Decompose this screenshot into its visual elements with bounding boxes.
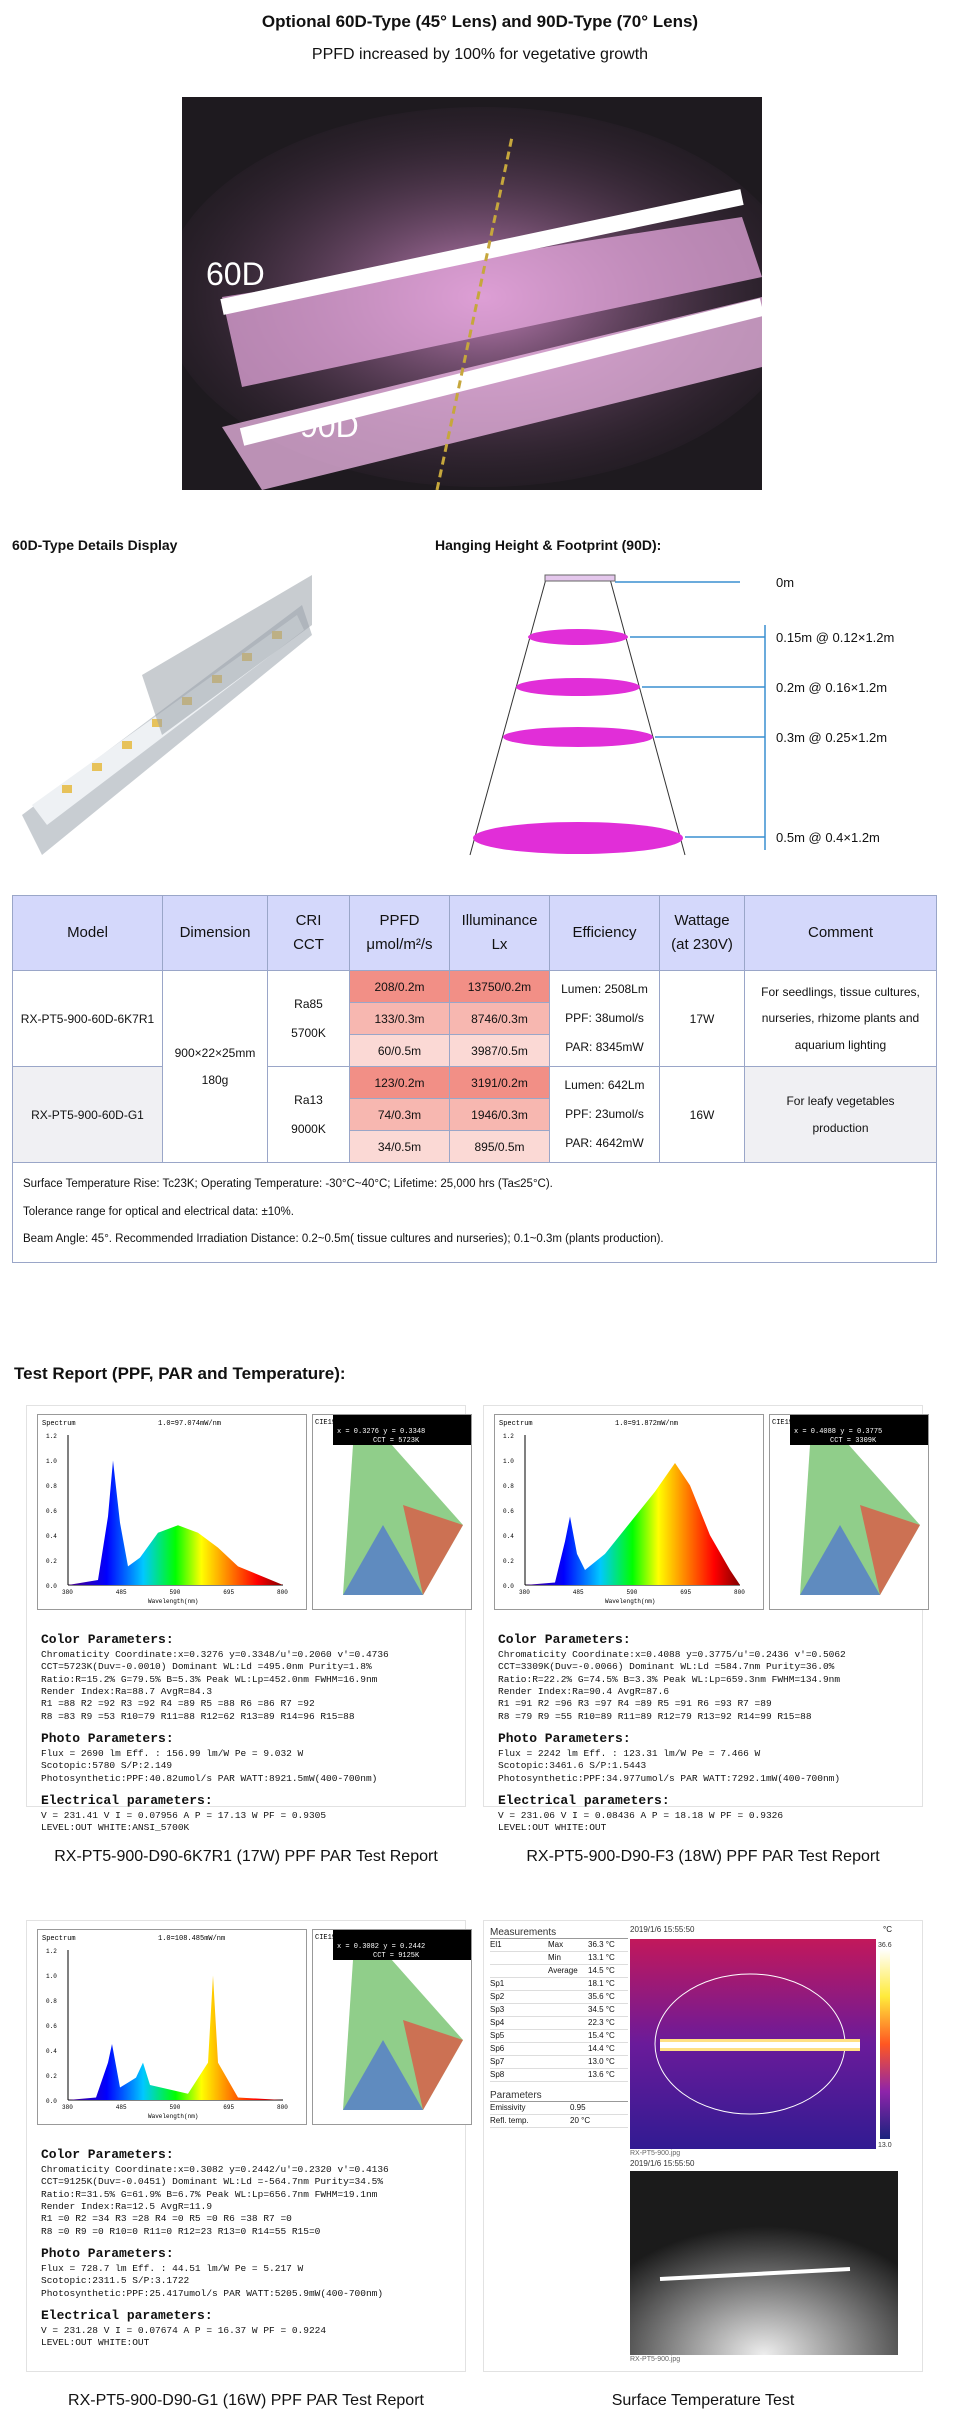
cell-efficiency: Lumen: 642Lm PPF: 23umol/s PAR: 4642mW [550, 1067, 660, 1163]
color-params-heading: Color Parameters: [41, 2147, 174, 2162]
cie-chart [312, 1414, 472, 1610]
cell-wattage: 16W [660, 1067, 745, 1163]
cell-model: RX-PT5-900-60D-6K7R1 [13, 971, 163, 1067]
spectrum-title: Spectrum [42, 1420, 76, 1428]
cell-comment: For seedlings, tissue cultures, nurseries, rhizome plants and aquarium lighting [745, 971, 937, 1067]
color-line: R1 =88 R2 =92 R3 =92 R4 =89 R5 =88 R6 =86 R7 =92 [41, 1698, 315, 1710]
cell-dimension: 900×22×25mm 180g [163, 971, 268, 1163]
spectrum-peak: 1.0=91.872mW/nm [615, 1420, 679, 1428]
x-tick: 800 [277, 1589, 288, 1596]
color-line: R1 =91 R2 =96 R3 =97 R4 =89 R5 =91 R6 =93 R7 =89 [498, 1698, 772, 1710]
th-wattage: Wattage (at 230V) [660, 896, 745, 971]
spectrum-peak: 1.0=108.485mW/nm [158, 1935, 226, 1943]
x-tick: 380 [519, 1589, 530, 1596]
cell-ppfd: 34/0.5m [350, 1131, 450, 1163]
y-tick: 0.6 [46, 2023, 57, 2030]
color-line: Chromaticity Coordinate:x=0.3276 y=0.3348/u'=0.2060 v'=0.4736 [41, 1648, 389, 1660]
measurement-row: Sp6 14.4 °C [490, 2043, 628, 2056]
color-line: Render Index:Ra=12.5 AvgR=11.9 [41, 2200, 213, 2212]
th-cri: CRI CCT [268, 896, 350, 971]
photo-params-heading: Photo Parameters: [498, 1730, 631, 1746]
hero-photo-graphic [182, 97, 762, 490]
measurement-row: Sp5 15.4 °C [490, 2030, 628, 2043]
parameters-heading: Parameters [490, 2090, 628, 2102]
y-tick: 0.6 [46, 1508, 57, 1515]
spectrum-chart [494, 1414, 764, 1610]
y-tick: 0.8 [46, 1998, 57, 2005]
y-tick: 0.6 [503, 1508, 514, 1515]
visible-file: RX-PT5-900.jpg [630, 2356, 681, 2363]
visible-image [630, 2159, 898, 2366]
cie-cct: CCT = 3309K [830, 1437, 877, 1445]
y-tick: 0.2 [46, 2073, 57, 2080]
height-label-1: 0.15m @ 0.12×1.2m [776, 630, 895, 645]
th-illuminance: Illuminance Lx [450, 896, 550, 971]
cell-lux: 3191/0.2m [450, 1067, 550, 1099]
color-line: CCT=3309K(Duv=-0.0066) Dominant WL:Ld =584.7nm Purity=36.0% [498, 1661, 835, 1673]
color-line: Render Index:Ra=88.7 AvgR=84.3 [41, 1685, 213, 1697]
cell-lux: 8746/0.3m [450, 1003, 550, 1035]
x-tick: 485 [115, 2104, 127, 2111]
footprint-diagram [430, 565, 950, 865]
test-report-1 [26, 1405, 466, 1834]
scale-unit: °C [883, 1925, 892, 1934]
y-tick: 0.4 [503, 1533, 514, 1540]
th-ppfd: PPFD μmol/m²/s [350, 896, 450, 971]
x-axis-label: Wavelength(nm) [148, 1598, 199, 1605]
photo-line: Flux = 728.7 lm Eff. : 44.51 lm/W Pe = 5.217 W [41, 2262, 304, 2274]
y-tick: 0.8 [503, 1483, 514, 1490]
thermal-table [490, 1927, 628, 2128]
cell-efficiency: Lumen: 2508Lm PPF: 38umol/s PAR: 8345mW [550, 971, 660, 1067]
color-line: R8 =83 R9 =53 R10=79 R11=88 R12=62 R13=89 R14=96 R15=88 [41, 1710, 355, 1722]
x-tick: 695 [680, 1589, 692, 1596]
height-label-4: 0.5m @ 0.4×1.2m [776, 830, 880, 845]
x-tick: 485 [115, 1589, 127, 1596]
page-title: Optional 60D-Type (45° Lens) and 90D-Type (70° Lens) [261, 12, 699, 31]
thermal-image [630, 1925, 898, 2157]
cell-cri: Ra85 5700K [268, 971, 350, 1067]
measurement-row: Sp8 13.6 °C [490, 2069, 628, 2082]
label-60d: 60D [206, 256, 265, 292]
x-tick: 485 [572, 1589, 584, 1596]
elec-params-heading: Electrical parameters: [498, 1792, 670, 1808]
spectrum-curve [525, 1463, 740, 1585]
table-notes: Surface Temperature Rise: Tc23K; Operating Temperature: -30°C~40°C; Lifetime: 25,000 hrs (Ta≤25°C). Tolerance range for optical and electrical data: ±10%. Beam Angle: 45°. Recommended Irradiation Distance: 0.2~0.5m( tissue cultures and nurseries); 0.1~0.3m (plants production). [13, 1163, 937, 1263]
y-tick: 0.4 [46, 2048, 57, 2055]
spec-table [12, 895, 937, 1263]
photo-params-heading: Photo Parameters: [41, 1730, 174, 1746]
report-caption-2: RX-PT5-900-D90-F3 (18W) PPF PAR Test Report [526, 1848, 880, 1865]
y-tick: 1.2 [46, 1433, 57, 1440]
cie-chart [312, 1929, 472, 2125]
x-tick: 695 [223, 2104, 235, 2111]
cie-title: CIE1931 EVERFINE [315, 1934, 383, 1942]
th-model: Model [13, 896, 163, 971]
height-label-0: 0m [776, 575, 795, 590]
y-tick: 0.0 [503, 1583, 514, 1590]
height-label-2: 0.2m @ 0.16×1.2m [776, 680, 888, 695]
photo-params-heading: Photo Parameters: [41, 2245, 174, 2261]
spectrum-curve [68, 1461, 283, 1586]
photo-line: Photosynthetic:PPF:34.977umol/s PAR WATT:7292.1mW(400-700nm) [498, 1772, 841, 1784]
cie-title: CIE1931 EVERFINE [315, 1419, 383, 1427]
footprint-heading: Hanging Height & Footprint (90D): [435, 537, 662, 553]
y-tick: 0.2 [46, 1558, 57, 1565]
spectrum-chart [37, 1414, 307, 1610]
color-line: Chromaticity Coordinate:x=0.3082 y=0.2442/u'=0.2320 v'=0.4136 [41, 2163, 389, 2175]
thermal-timestamp: 2019/1/6 15:55:50 [630, 1925, 695, 1934]
cie-xy: x = 0.3082 y = 0.2442 [337, 1943, 426, 1951]
color-line: Ratio:R=15.2% G=79.5% B=5.3% Peak WL:Lp=452.0nm FWHM=16.9nm [41, 1673, 378, 1685]
spectrum-title: Spectrum [42, 1935, 76, 1943]
page-subtitle: PPFD increased by 100% for vegetative growth [311, 46, 649, 63]
report-caption-1: RX-PT5-900-D90-6K7R1 (17W) PPF PAR Test Report [54, 1848, 438, 1865]
measurement-row: Min 13.1 °C [490, 1952, 628, 1965]
photo-line: Scotopic:2311.5 S/P:3.1722 [41, 2275, 190, 2287]
x-tick: 800 [734, 1589, 745, 1596]
y-tick: 1.0 [503, 1458, 514, 1465]
cie-xy: x = 0.3276 y = 0.3348 [337, 1428, 426, 1436]
thermal-report [483, 1920, 923, 2372]
elec-line: V = 231.28 V I = 0.07674 A P = 16.37 W PF = 0.9224 [41, 2324, 327, 2336]
cell-wattage: 17W [660, 971, 745, 1067]
x-tick: 695 [223, 1589, 235, 1596]
x-tick: 380 [62, 1589, 73, 1596]
y-tick: 1.0 [46, 1973, 57, 1980]
cell-ppfd: 123/0.2m [350, 1067, 450, 1099]
measurement-row: Sp2 35.6 °C [490, 1991, 628, 2004]
color-line: CCT=5723K(Duv=-0.0010) Dominant WL:Ld =495.0nm Purity=1.8% [41, 1661, 372, 1673]
cell-ppfd: 74/0.3m [350, 1099, 450, 1131]
cell-ppfd: 133/0.3m [350, 1003, 450, 1035]
measurement-row: El1 Max 36.3 °C [490, 1939, 628, 1952]
cell-lux: 3987/0.5m [450, 1035, 550, 1067]
test-report-2 [483, 1405, 923, 1834]
color-params-heading: Color Parameters: [498, 1632, 631, 1647]
cell-cri: Ra13 9000K [268, 1067, 350, 1163]
y-tick: 0.0 [46, 1583, 57, 1590]
y-tick: 0.2 [503, 1558, 514, 1565]
test-report-3 [26, 1920, 466, 2372]
cie-cct: CCT = 5723K [373, 1437, 420, 1445]
measurement-row: Sp3 34.5 °C [490, 2004, 628, 2017]
photo-line: Photosynthetic:PPF:40.82umol/s PAR WATT:8921.5mW(400-700nm) [41, 1772, 378, 1784]
y-tick: 0.4 [46, 1533, 57, 1540]
elec-params-heading: Electrical parameters: [41, 1792, 213, 1808]
y-tick: 0.0 [46, 2098, 57, 2105]
color-line: R1 =0 R2 =34 R3 =28 R4 =0 R5 =0 R6 =38 R7 =0 [41, 2213, 292, 2225]
color-line: Ratio:R=22.2% G=74.5% B=3.3% Peak WL:Lp=659.3nm FWHM=134.9nm [498, 1673, 841, 1685]
spectrum-peak: 1.0=97.074mW/nm [158, 1420, 222, 1428]
cell-comment: For leafy vegetables production [745, 1067, 937, 1163]
color-line: Render Index:Ra=90.4 AvgR=87.6 [498, 1685, 670, 1697]
elec-line: V = 231.06 V I = 0.08436 A P = 18.18 W PF = 0.9326 [498, 1809, 784, 1821]
hero-photo [182, 97, 762, 490]
photo-line: Scotopic:5780 S/P:2.149 [41, 1760, 173, 1772]
elec-params-heading: Electrical parameters: [41, 2307, 213, 2323]
strip-detail-image [12, 565, 312, 855]
th-efficiency: Efficiency [550, 896, 660, 971]
x-tick: 380 [62, 2104, 73, 2111]
cell-lux: 13750/0.2m [450, 971, 550, 1003]
parameter-row: Emissivity 0.95 [490, 2102, 628, 2115]
spectrum-title: Spectrum [499, 1420, 533, 1428]
elec-line: LEVEL:OUT WHITE:OUT [498, 1822, 607, 1834]
report-caption-3: RX-PT5-900-D90-G1 (16W) PPF PAR Test Report [68, 2392, 424, 2409]
photo-line: Flux = 2690 lm Eff. : 156.99 lm/W Pe = 9.032 W [41, 1747, 304, 1759]
cie-cct: CCT = 9125K [373, 1952, 420, 1960]
scale-max: 36.6 [878, 1942, 892, 1949]
measurement-row: Sp4 22.3 °C [490, 2017, 628, 2030]
scale-min: 13.0 [878, 2142, 892, 2149]
measurements-heading: Measurements [490, 1927, 628, 1939]
x-axis-label: Wavelength(nm) [605, 1598, 656, 1605]
cell-lux: 895/0.5m [450, 1131, 550, 1163]
spectrum-chart [37, 1929, 307, 2125]
x-tick: 590 [169, 1589, 181, 1596]
y-tick: 0.8 [46, 1483, 57, 1490]
height-label-3: 0.3m @ 0.25×1.2m [776, 730, 888, 745]
cell-lux: 1946/0.3m [450, 1099, 550, 1131]
cell-ppfd: 60/0.5m [350, 1035, 450, 1067]
visible-timestamp: 2019/1/6 15:55:50 [630, 2159, 695, 2168]
photo-line: Flux = 2242 lm Eff. : 123.31 lm/W Pe = 7.466 W [498, 1747, 761, 1759]
parameter-row: Refl. temp. 20 °C [490, 2115, 628, 2128]
x-tick: 590 [169, 2104, 181, 2111]
photo-line: Photosynthetic:PPF:25.417umol/s PAR WATT:5205.9mW(400-700nm) [41, 2287, 384, 2299]
color-line: CCT=9125K(Duv=-0.0451) Dominant WL:Ld =-564.7nm Purity=34.5% [41, 2176, 384, 2188]
y-tick: 1.2 [46, 1948, 57, 1955]
cie-title: CIE1931 EVERFINE [772, 1419, 840, 1427]
label-90d: 90D [300, 408, 359, 444]
cie-xy: x = 0.4088 y = 0.3775 [794, 1428, 883, 1436]
y-tick: 1.0 [46, 1458, 57, 1465]
measurement-row: Average 14.5 °C [490, 1965, 628, 1978]
x-tick: 590 [626, 1589, 638, 1596]
elec-line: LEVEL:OUT WHITE:ANSI_5700K [41, 1822, 190, 1834]
elec-line: LEVEL:OUT WHITE:OUT [41, 2337, 150, 2349]
spectrum-curve [68, 1976, 283, 2101]
color-params-heading: Color Parameters: [41, 1632, 174, 1647]
thermal-file: RX-PT5-900.jpg [630, 2150, 681, 2157]
th-comment: Comment [745, 896, 937, 971]
cell-model: RX-PT5-900-60D-G1 [13, 1067, 163, 1163]
measurement-row: Sp7 13.0 °C [490, 2056, 628, 2069]
color-line: Ratio:R=31.5% G=61.9% B=6.7% Peak WL:Lp=656.7nm FWHM=19.1nm [41, 2188, 378, 2200]
color-line: Chromaticity Coordinate:x=0.4088 y=0.3775/u'=0.2436 v'=0.5062 [498, 1648, 846, 1660]
cie-chart [769, 1414, 929, 1610]
y-tick: 1.2 [503, 1433, 514, 1440]
th-dimension: Dimension [163, 896, 268, 971]
color-line: R8 =0 R9 =0 R10=0 R11=0 R12=23 R13=0 R14=55 R15=0 [41, 2225, 321, 2237]
x-tick: 800 [277, 2104, 288, 2111]
cell-ppfd: 208/0.2m [350, 971, 450, 1003]
details-heading: 60D-Type Details Display [12, 537, 178, 553]
x-axis-label: Wavelength(nm) [148, 2113, 199, 2120]
thermal-caption: Surface Temperature Test [611, 2392, 795, 2409]
photo-line: Scotopic:3461.6 S/P:1.5443 [498, 1760, 647, 1772]
elec-line: V = 231.41 V I = 0.07956 A P = 17.13 W PF = 0.9305 [41, 1809, 327, 1821]
measurement-row: Sp1 18.1 °C [490, 1978, 628, 1991]
test-report-heading: Test Report (PPF, PAR and Temperature): [14, 1364, 346, 1383]
color-line: R8 =79 R9 =55 R10=89 R11=89 R12=79 R13=92 R14=99 R15=88 [498, 1710, 812, 1722]
